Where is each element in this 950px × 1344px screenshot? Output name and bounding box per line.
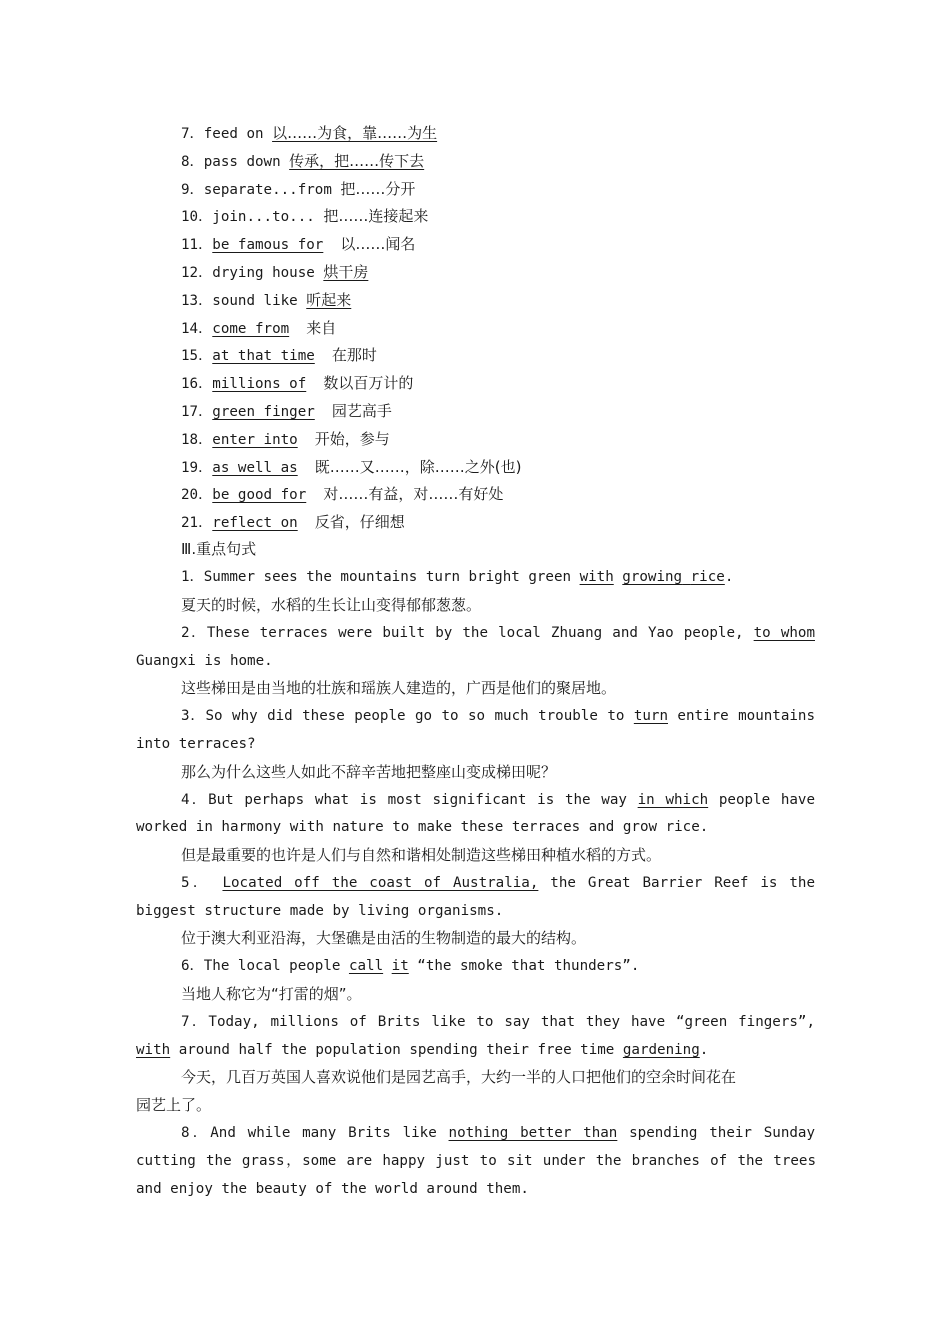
- vocab-item: [181, 483, 503, 505]
- vocab-phrase: as well as: [212, 460, 298, 476]
- vocab-meaning: 来自: [306, 319, 337, 337]
- vocab-meaning: 把……分开: [340, 180, 416, 198]
- vocab-number: 10．: [181, 209, 213, 225]
- vocab-phrase: millions of: [212, 376, 307, 392]
- vocab-item: [181, 372, 413, 394]
- vocab-phrase: pass down: [203, 154, 281, 170]
- vocab-number: 18．: [181, 432, 213, 448]
- vocab-item: [181, 205, 428, 227]
- vocab-meaning: 既……又……，除……之外(也): [314, 458, 522, 476]
- vocab-item: [181, 122, 437, 144]
- vocab-number: 17．: [181, 404, 213, 420]
- vocab-phrase: feed on: [203, 126, 264, 142]
- vocab-meaning: 开始，参与: [314, 430, 390, 448]
- sentence-4-en-line1: 4．But perhaps what is most significant is the way in which people have: [181, 792, 816, 808]
- sentence-7-en-line2: with around half the population spending their free time gardening.: [136, 1042, 709, 1058]
- vocab-phrase: be famous for: [212, 237, 324, 253]
- sentence-5-cn: 位于澳大利亚沿海，大堡礁是由活的生物制造的最大的结构。: [181, 929, 587, 947]
- vocab-number: 15．: [181, 348, 213, 364]
- vocab-meaning: 以……闻名: [340, 235, 416, 253]
- sentence-5-en-line2: biggest structure made by living organisms.: [136, 903, 504, 919]
- vocab-item: [181, 428, 390, 450]
- vocab-number: 7．: [181, 126, 204, 142]
- vocab-meaning: 把……连接起来: [323, 207, 429, 225]
- vocab-meaning: 在那时: [331, 346, 377, 364]
- vocab-phrase: come from: [212, 321, 290, 337]
- vocab-meaning: 传承，把……传下去: [289, 152, 425, 170]
- vocab-phrase: at that time: [212, 348, 315, 364]
- vocab-phrase: join...to...: [212, 209, 315, 225]
- vocab-item: [181, 400, 392, 422]
- vocab-number: 11．: [181, 237, 213, 253]
- vocab-meaning: 烘干房: [323, 263, 369, 281]
- sentence-7-en-line1: 7．Today, millions of Brits like to say that they have “green fingers”,: [181, 1014, 815, 1030]
- vocab-item: [181, 317, 336, 339]
- vocab-item: [181, 289, 351, 311]
- vocab-meaning: 数以百万计的: [323, 374, 414, 392]
- vocab-item: [181, 233, 415, 255]
- vocab-phrase: separate...from: [203, 182, 332, 198]
- vocab-item: [181, 344, 377, 366]
- vocab-number: 14．: [181, 321, 213, 337]
- sentence-3-en-line1: 3．So why did these people go to so much trouble to turn entire mountains: [181, 708, 815, 724]
- vocab-phrase: reflect on: [212, 515, 298, 531]
- vocab-number: 12．: [181, 265, 213, 281]
- vocab-meaning: 反省，仔细想: [314, 513, 405, 531]
- vocab-number: 9．: [181, 182, 204, 198]
- vocab-meaning: 园艺高手: [331, 402, 392, 420]
- section-title: Ⅲ.重点句式: [181, 540, 257, 558]
- vocab-phrase: green finger: [212, 404, 315, 420]
- sentence-3-en-line2: into terraces?: [136, 736, 256, 752]
- sentence-8-en-line3: and enjoy the beauty of the world around them.: [136, 1181, 529, 1197]
- vocab-item: [181, 178, 415, 200]
- vocab-number: 21．: [181, 515, 213, 531]
- vocab-number: 16．: [181, 376, 213, 392]
- vocab-item: [181, 456, 522, 478]
- sentence-1-en: 1．Summer sees the mountains turn bright green with growing rice.: [181, 569, 734, 585]
- vocab-number: 19．: [181, 460, 213, 476]
- vocab-phrase: drying house: [212, 265, 315, 281]
- sentence-7-cn-line1: 今天，几百万英国人喜欢说他们是园艺高手，大约一半的人口把他们的空余时间花在: [181, 1068, 737, 1086]
- vocab-item: [181, 511, 405, 533]
- vocab-meaning: 听起来: [306, 291, 352, 309]
- sentence-1-cn: 夏天的时候，水稻的生长让山变得郁郁葱葱。: [181, 596, 482, 614]
- vocab-meaning: 以……为食，靠……为生: [272, 124, 438, 142]
- sentence-8-en-line1: 8．And while many Brits like nothing better than spending their Sunday: [181, 1125, 815, 1141]
- sentence-2-cn: 这些梯田是由当地的壮族和瑶族人建造的，广西是他们的聚居地。: [181, 679, 617, 697]
- vocab-item: [181, 150, 424, 172]
- sentence-4-cn: 但是最重要的也许是人们与自然和谐相处制造这些梯田种植水稻的方式。: [181, 846, 662, 864]
- sentence-2-en-line1: 2．These terraces were built by the local Zhuang and Yao people, to whom: [181, 625, 815, 641]
- vocab-item: [181, 261, 368, 283]
- vocab-number: 20．: [181, 487, 213, 503]
- sentence-3-cn: 那么为什么这些人如此不辞辛苦地把整座山变成梯田呢？: [181, 763, 557, 781]
- sentence-5-en-line1: 5． Located off the coast of Australia, the Great Barrier Reef is the: [181, 875, 815, 891]
- vocab-phrase: be good for: [212, 487, 307, 503]
- sentence-4-en-line2: worked in harmony with nature to make these terraces and grow rice.: [136, 819, 709, 835]
- vocab-phrase: sound like: [212, 293, 298, 309]
- sentence-6-cn: 当地人称它为“打雷的烟”。: [181, 985, 362, 1003]
- vocab-number: 8．: [181, 154, 204, 170]
- sentence-8-en-line2: cutting the grass，some are happy just to sit under the branches of the trees: [136, 1153, 816, 1169]
- sentence-2-en-line2: Guangxi is home.: [136, 653, 273, 669]
- sentence-7-cn-line2: 园艺上了。: [136, 1096, 212, 1114]
- vocab-phrase: enter into: [212, 432, 298, 448]
- vocab-number: 13．: [181, 293, 213, 309]
- sentence-6-en: 6．The local people call it “the smoke that thunders”.: [181, 958, 640, 974]
- vocab-meaning: 对……有益，对……有好处: [323, 485, 504, 503]
